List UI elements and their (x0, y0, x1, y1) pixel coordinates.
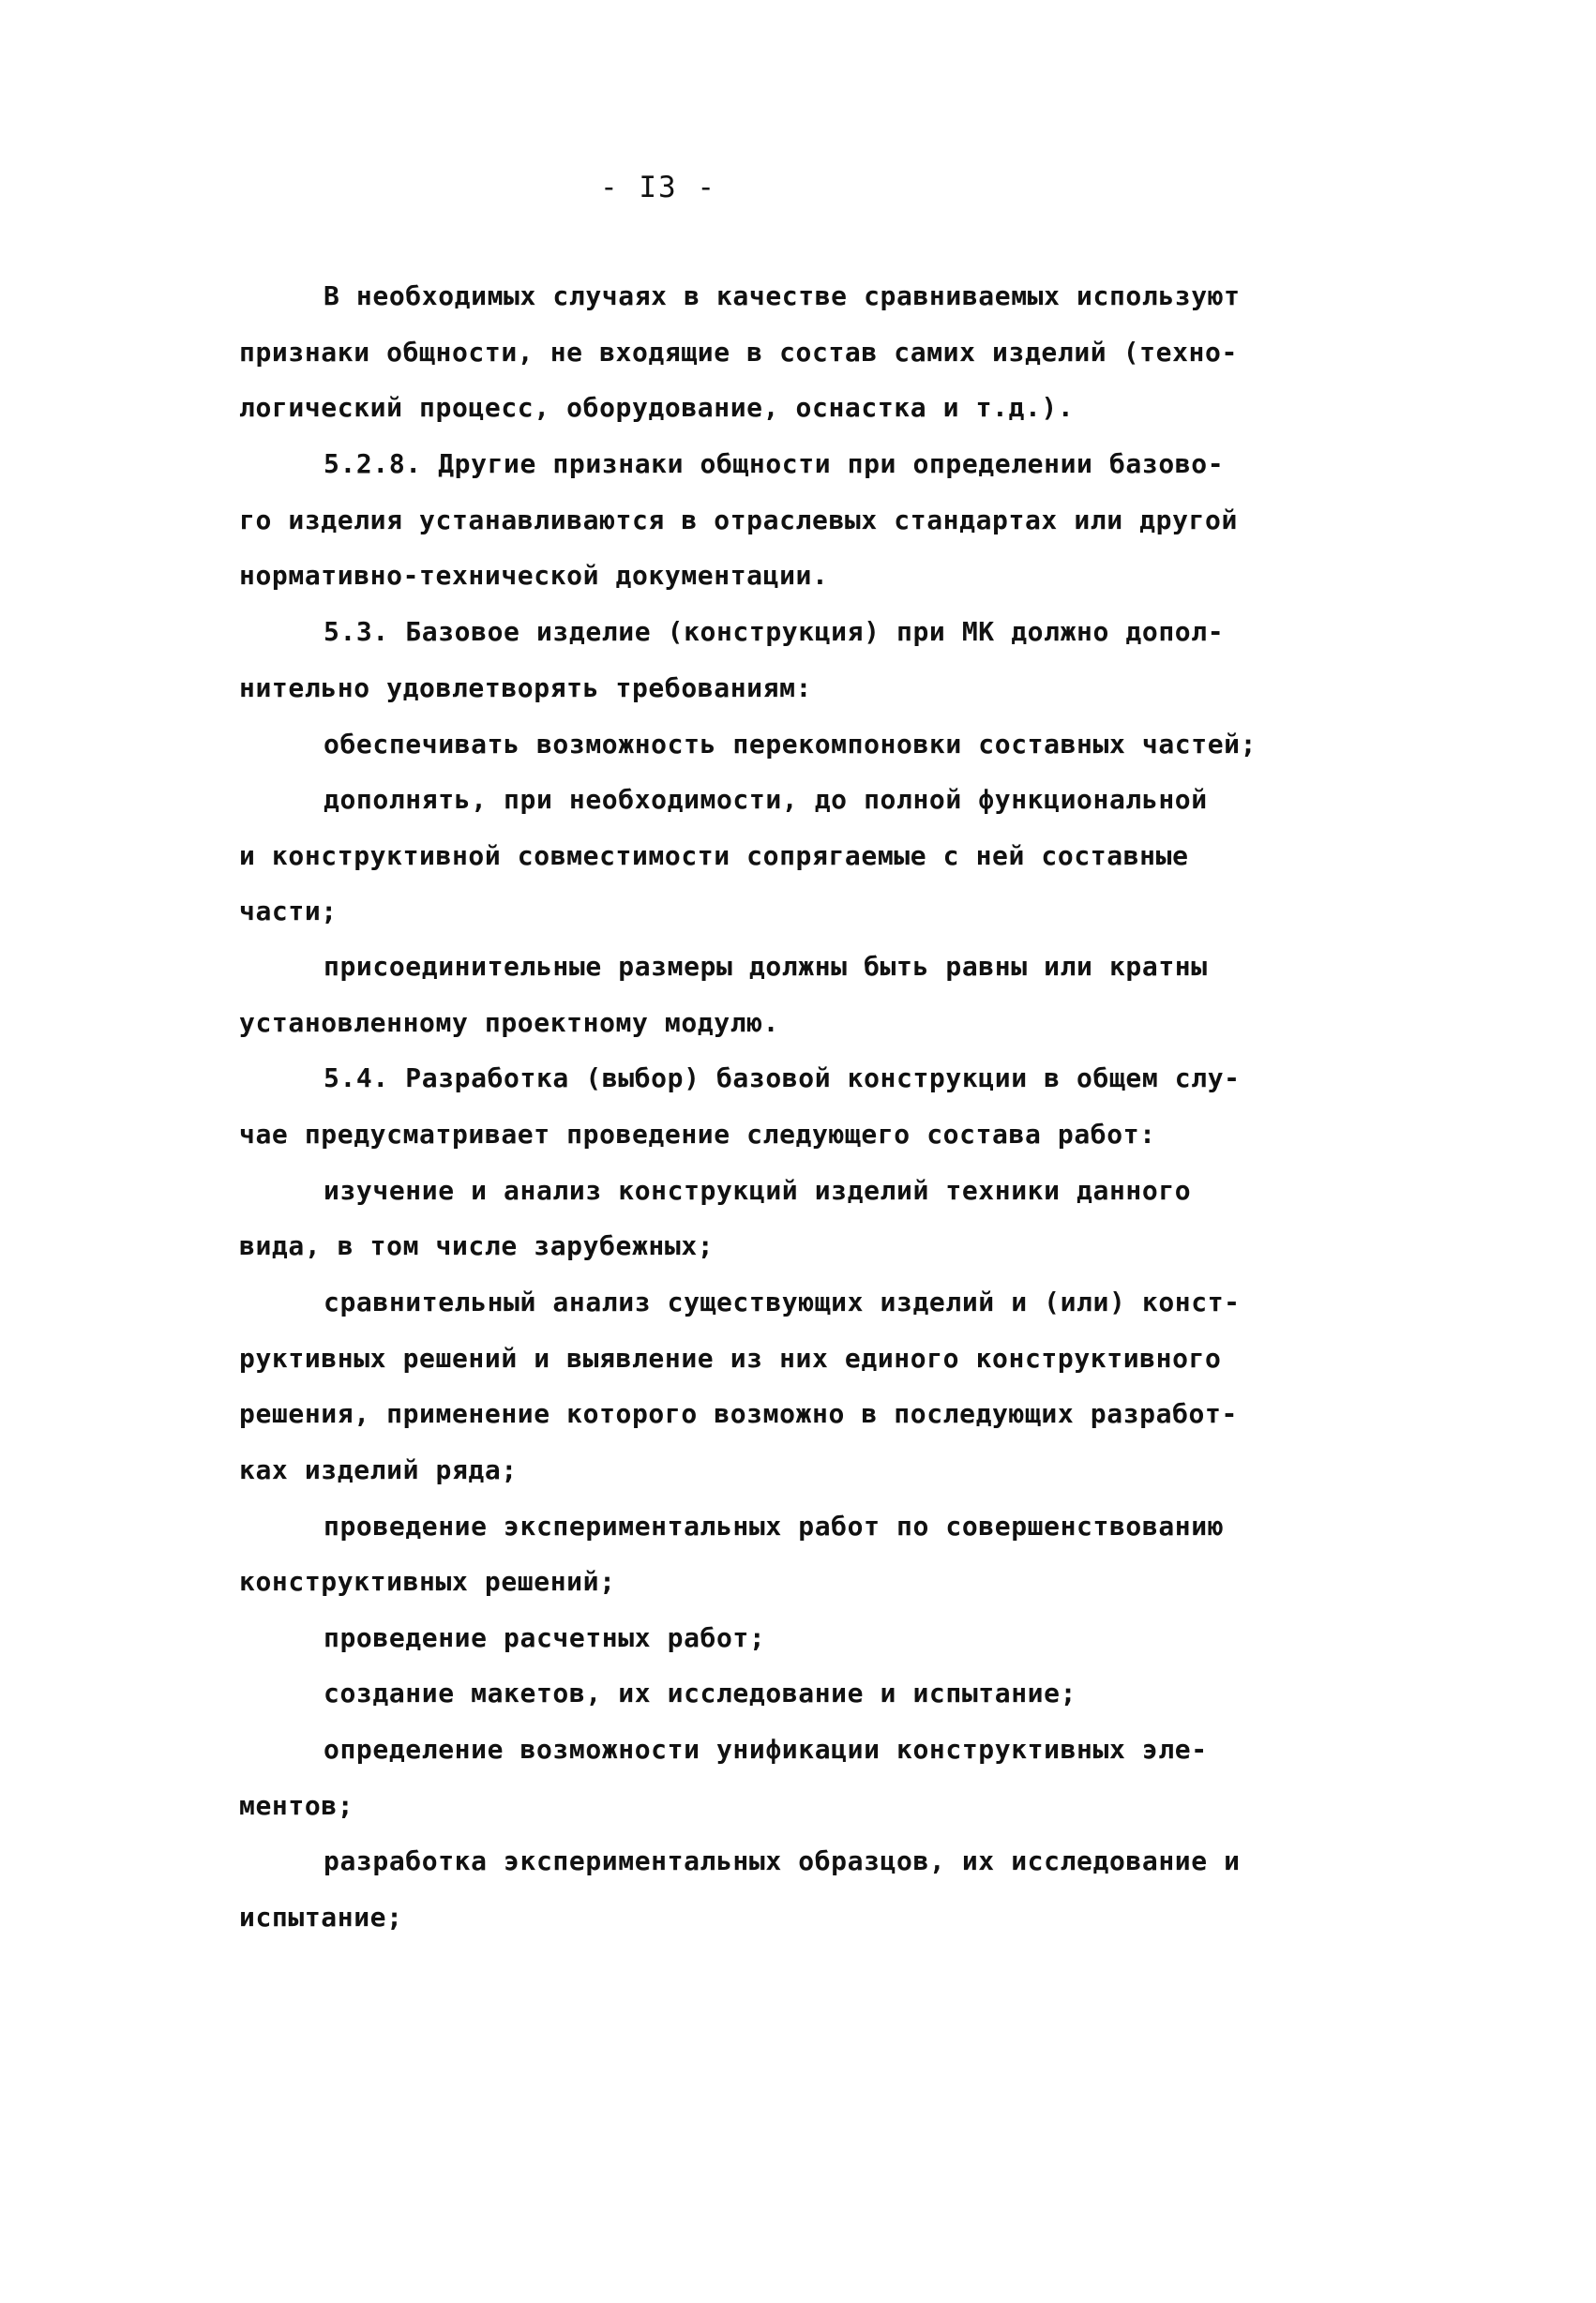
text-line: дополнять, при необходимости, до полной функциональной (324, 784, 1208, 815)
text-line: и конструктивной совместимости сопрягаемые с ней составные (239, 840, 1189, 871)
text-line: логический процесс, оборудование, оснастка и т.д.). (239, 392, 1075, 423)
text-line: обеспечивать возможность перекомпоновки составных частей; (324, 729, 1257, 760)
text-line: нительно удовлетворять требованиям: (239, 672, 813, 703)
text-line: признаки общности, не входящие в состав самих изделий (техно- (239, 337, 1238, 368)
text-line: части; (239, 896, 338, 926)
text-line: испытание; (239, 1902, 403, 1933)
text-line: 5.4. Разработка (выбор) базовой конструкции в общем слу- (324, 1062, 1241, 1093)
text-line: ках изделий ряда; (239, 1454, 518, 1485)
text-line: руктивных решений и выявление из них единого конструктивного (239, 1343, 1222, 1374)
text-line: 5.3. Базовое изделие (конструкция) при МК должно допол- (324, 616, 1225, 647)
text-line: изучение и анализ конструкций изделий техники данного (324, 1175, 1192, 1206)
text-line: В необходимых случаях в качестве сравниваемых используют (324, 280, 1241, 311)
text-line: проведение расчетных работ; (324, 1622, 766, 1653)
text-line: решения, применение которого возможно в последующих разработ- (239, 1398, 1238, 1429)
text-line: конструктивных решений; (239, 1566, 616, 1597)
text-line: определение возможности унификации конструктивных эле- (324, 1734, 1208, 1765)
text-line: проведение экспериментальных работ по совершенствованию (324, 1511, 1225, 1542)
page-number: - I3 - (600, 171, 716, 204)
text-line: сравнительный анализ существующих изделий и (или) конст- (324, 1287, 1241, 1317)
text-line: присоединительные размеры должны быть равны или кратны (324, 951, 1208, 982)
text-line: 5.2.8. Другие признаки общности при определении базово- (324, 448, 1225, 479)
text-line: установленному проектному модулю. (239, 1007, 780, 1038)
text-line: создание макетов, их исследование и испытание; (324, 1678, 1077, 1708)
text-line: го изделия устанавливаются в отраслевых стандартах или другой (239, 504, 1238, 535)
text-line: чае предусматривает проведение следующего состава работ: (239, 1119, 1156, 1150)
text-line: ментов; (239, 1790, 354, 1821)
text-line: нормативно-технической документации. (239, 560, 829, 591)
text-line: разработка экспериментальных образцов, их исследование и (324, 1845, 1241, 1876)
text-line: вида, в том числе зарубежных; (239, 1230, 715, 1261)
